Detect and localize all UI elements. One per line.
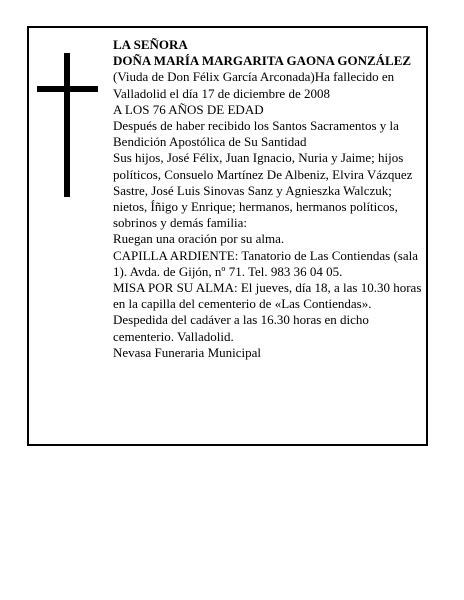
sacraments-line: Después de haber recibido los Santos Sacramentos y la Bendición Apostólica de Su Santidad bbox=[113, 118, 399, 150]
chapel-info: CAPILLA ARDIENTE: Tanatorio de Las Contiendas (sala 1). Avda. de Gijón, nº 71. Tel. 983 36 04 05. bbox=[113, 247, 419, 279]
deceased-name: DOÑA MARÍA MARGARITA GAONA GONZÁLEZ bbox=[113, 53, 412, 69]
cross-vertical-bar bbox=[64, 53, 70, 197]
notice-title: LA SEÑORA bbox=[113, 37, 188, 52]
cross-horizontal-bar bbox=[37, 86, 98, 92]
family-list: Sus hijos, José Félix, Juan Ignacio, Nuria y Jaime; hijos políticos, Consuelo Martínez De Albeniz, Elvira Vázquez Sastre, José Luis Sinovas Sanz y Agnieszka Walczuk; nietos, Íñigo y Enrique; hermanos, hermanos políticos, sobrinos y demás familia: bbox=[113, 150, 413, 231]
cross-icon bbox=[37, 53, 98, 197]
notice-body bbox=[113, 37, 423, 361]
prayer-line: Ruegan una oración por su alma. bbox=[113, 231, 285, 247]
mass-info: MISA POR SU ALMA: El jueves, día 18, a las 10.30 horas en la capilla del cementerio de «Las Contiendas». Despedida del cadáver a las 16.30 horas en dicho cementerio. Valladolid. bbox=[113, 280, 422, 344]
widow-line: (Viuda de Don Félix García Arconada)Ha fallecido en Valladolid el día 17 de diciembre de 2008 bbox=[113, 69, 395, 101]
age-line: A LOS 76 AÑOS DE EDAD bbox=[113, 101, 264, 117]
funeral-home: Nevasa Funeraria Municipal bbox=[113, 344, 262, 360]
